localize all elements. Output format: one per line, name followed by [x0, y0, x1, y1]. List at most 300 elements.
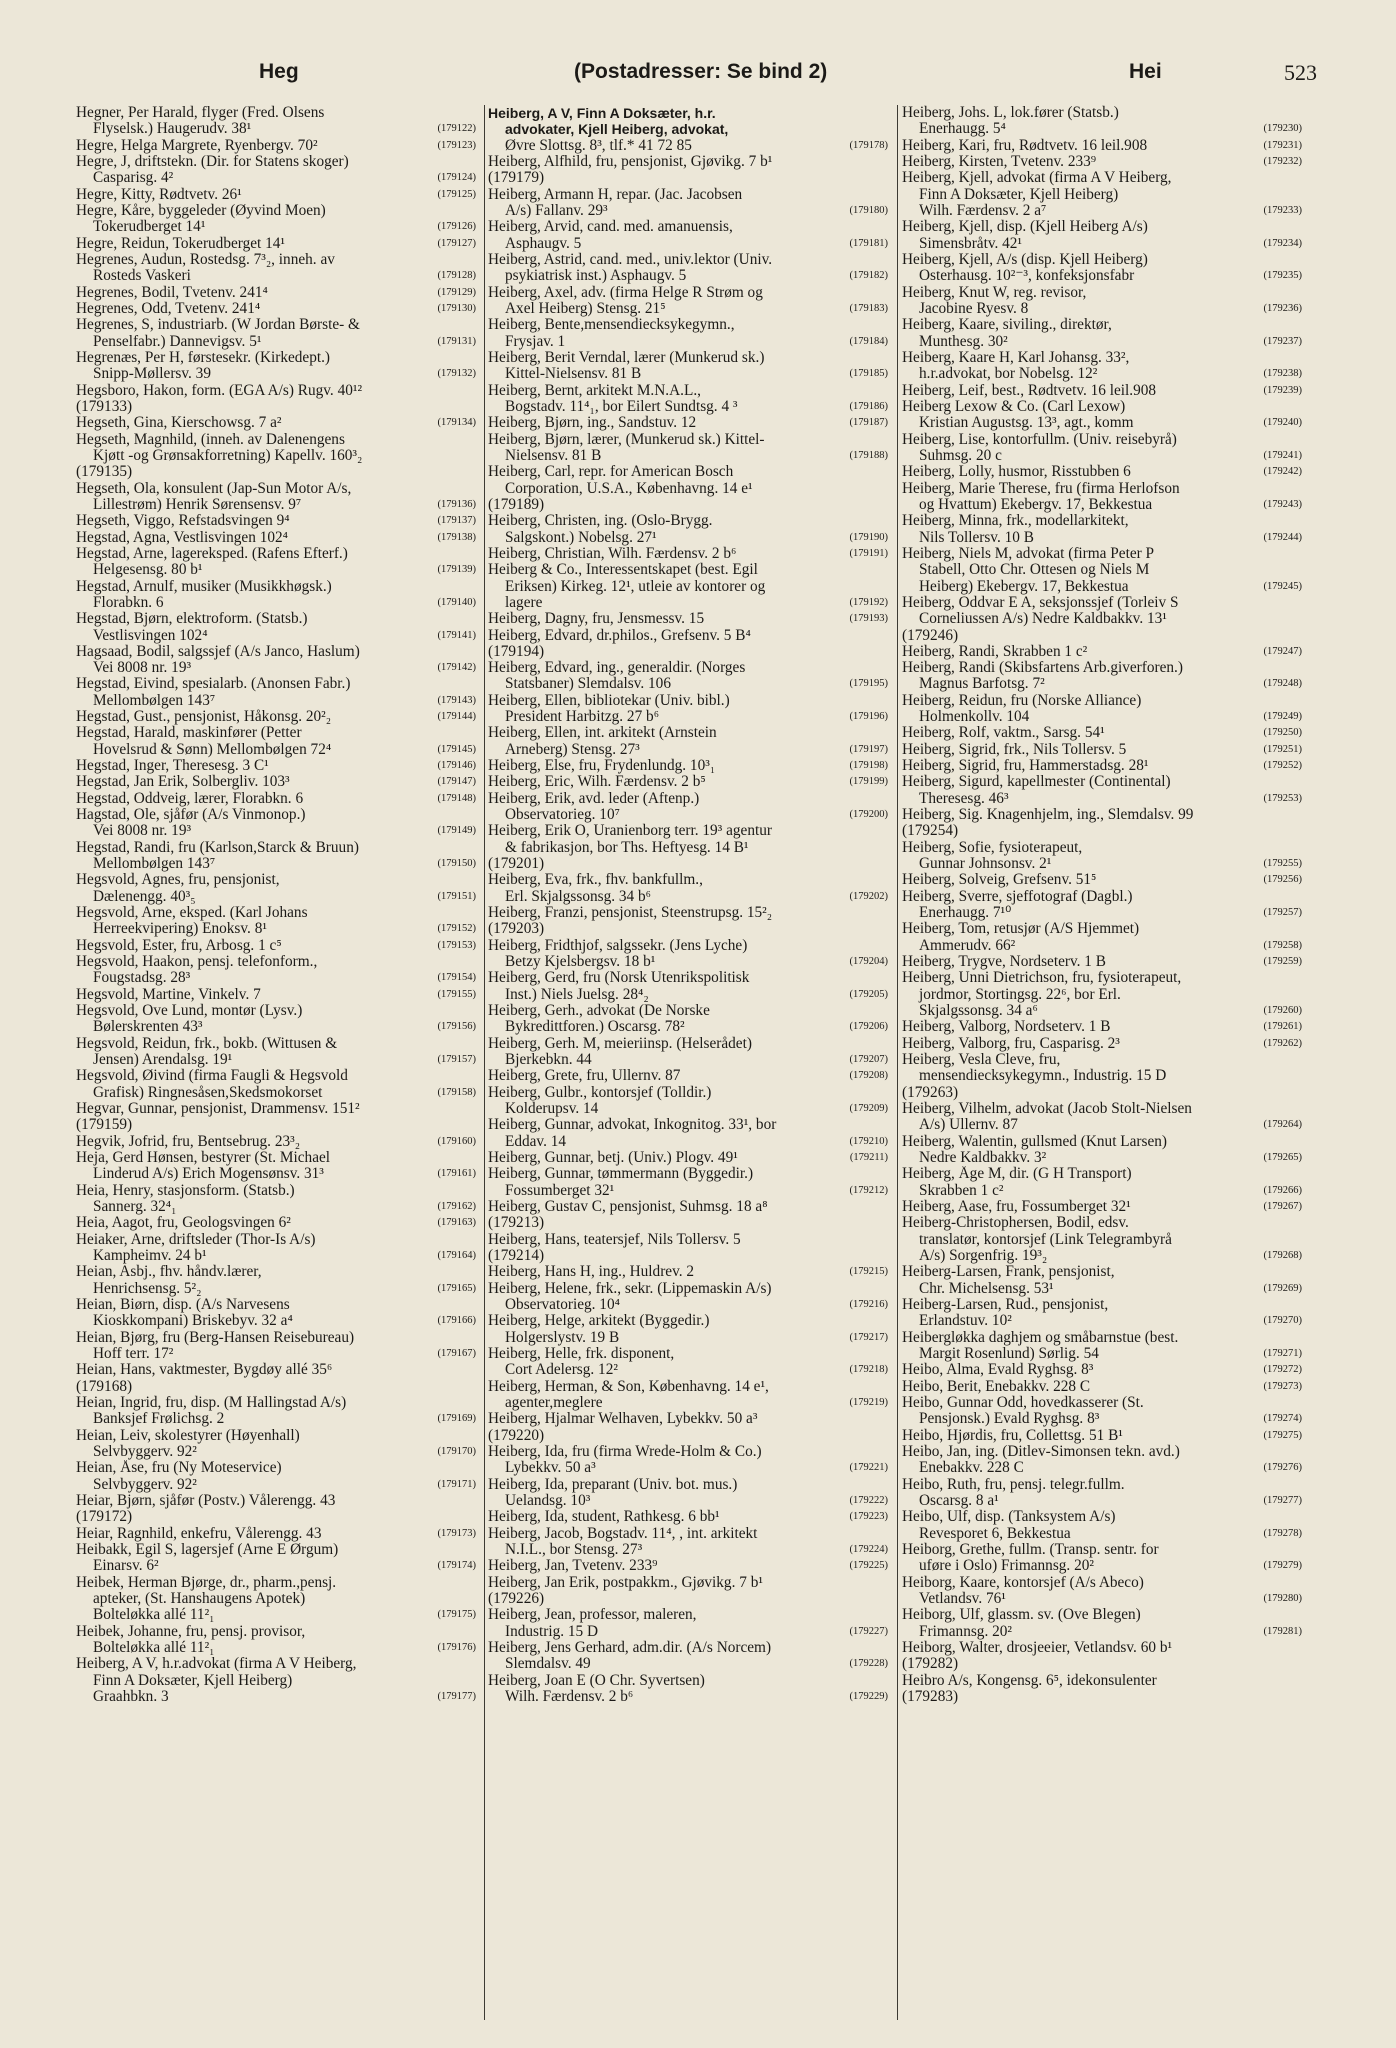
directory-entry-line [76, 921, 480, 937]
directory-entry-line [76, 856, 480, 872]
directory-entry-line [488, 1264, 892, 1280]
entry-number: (179244) [1263, 531, 1302, 543]
entry-text: Heiberg, Eva, frk., fhv. bankfullm., [488, 872, 703, 889]
entry-text: Fossumberget 32¹ [505, 1182, 615, 1199]
entry-text: Bølerskrenten 43³ [93, 1019, 203, 1036]
entry-text: Heiberg-Christophersen, Bodil, edsv. [902, 1215, 1129, 1232]
directory-entry-line [902, 1411, 1306, 1427]
entry-text: Skrabben 1 c² [919, 1182, 1004, 1199]
directory-entry-line [902, 1297, 1306, 1313]
entry-text: Observatorieg. 10⁴ [505, 1296, 620, 1313]
entry-text: (179213) [488, 1215, 545, 1232]
entry-number: (179176) [437, 1641, 476, 1653]
entry-text: Hegstad, Oddveig, lærer, Florabkn. 6 [76, 790, 304, 807]
entry-number: (179269) [1263, 1282, 1302, 1294]
entry-text: Hegsvold, Martine, Vinkelv. 7 [76, 986, 261, 1003]
directory-entry-line [902, 1281, 1306, 1297]
entry-number: (179281) [1263, 1625, 1302, 1637]
entry-number: (179266) [1263, 1184, 1302, 1196]
directory-entry-line [76, 579, 480, 595]
directory-entry-line [488, 693, 892, 709]
directory-entry-line [902, 987, 1306, 1003]
directory-entry-line [488, 1689, 892, 1705]
entry-text: Heiberg, Ida, student, Rathkesg. 6 bb¹ [488, 1509, 720, 1526]
entry-text: Rosteds Vaskeri [93, 268, 191, 285]
entry-text: Heiberg, Randi (Skibsfartens Arb.giverforen.) [902, 660, 1183, 677]
entry-text: Banksjef Frølichsg. 2 [93, 1411, 225, 1428]
entry-text: Heian, Asbj., fhv. håndv.lærer, [76, 1264, 262, 1281]
directory-entry-line [902, 530, 1306, 546]
entry-text: Sannerg. 32⁴₁ [93, 1198, 177, 1215]
entry-number: (179166) [437, 1315, 476, 1327]
entry-number: (179174) [437, 1560, 476, 1572]
directory-entry-line [902, 921, 1306, 937]
entry-number: (179237) [1263, 335, 1302, 347]
directory-entry-line [488, 709, 892, 725]
directory-entry-line [488, 513, 892, 529]
entry-number: (179145) [437, 743, 476, 755]
entry-number: (179275) [1263, 1429, 1302, 1441]
directory-entry-line [488, 856, 892, 872]
entry-text: Enerhaugg. 5⁴ [919, 121, 1006, 138]
directory-entry-line [902, 1362, 1306, 1378]
entry-text: Heiaker, Arne, driftsleder (Thor-Is A/s) [76, 1231, 316, 1248]
entry-text: Eriksen) Kirkeg. 12¹, utleie av kontorer og [505, 578, 766, 595]
entry-text: (179220) [488, 1427, 545, 1444]
entry-number: (179234) [1263, 237, 1302, 249]
directory-entry-line [76, 366, 480, 382]
directory-entry-line [76, 1428, 480, 1444]
entry-text: Heiberg, Kjell, advokat (firma A V Heiberg, [902, 170, 1172, 187]
entry-text: Heiborg, Kaare, kontorsjef (A/s Abeco) [902, 1574, 1144, 1591]
column-divider [897, 105, 898, 2020]
directory-entry-line [76, 187, 480, 203]
entry-number: (179185) [849, 368, 888, 380]
directory-entry-line [488, 415, 892, 431]
column-1 [76, 105, 480, 2020]
entry-text: Salgskont.) Nobelsg. 27¹ [505, 529, 657, 546]
entry-text: Eddav. 14 [505, 1133, 567, 1150]
entry-text: Inst.) Niels Juelsg. 28⁴₂ [505, 986, 649, 1003]
entry-text: Heiberg, Sigrid, fru, Hammerstadsg. 28¹ [902, 758, 1149, 775]
page-number: 523 [1284, 60, 1317, 85]
directory-entry-line [76, 987, 480, 1003]
entry-text: Finn A Doksæter, Kjell Heiberg) [919, 186, 1119, 203]
directory-entry-line [488, 366, 892, 382]
entry-text: Heiberg, Gerh. M, meieriinsp. (Helserådet) [488, 1035, 752, 1052]
entry-text: Heiar, Ragnhild, enkefru, Vålerengg. 43 [76, 1525, 322, 1542]
entry-text: Heibakk, Egil S, lagersjef (Arne E Ørgum) [76, 1541, 339, 1558]
entry-number: (179270) [1263, 1315, 1302, 1327]
entry-text: Heiberg, Ida, fru (firma Wrede-Holm & Co.) [488, 1443, 762, 1460]
directory-entry-line [488, 1183, 892, 1199]
entry-text: Heiberg, Kari, fru, Rødtvetv. 16 leil.908 [902, 137, 1148, 154]
directory-entry-line [902, 1493, 1306, 1509]
directory-entry-line [76, 236, 480, 252]
entry-number: (179241) [1263, 449, 1302, 461]
entry-text: (179194) [488, 643, 545, 660]
entry-text: Heiberg, Bjørn, ing., Sandstuv. 12 [488, 415, 697, 432]
directory-entry-line [76, 399, 480, 415]
entry-number: (179192) [849, 596, 888, 608]
entry-text: Heiberg, Bernt, arkitekt M.N.A.L., [488, 382, 701, 399]
entry-text: Hegre, Helga Margrete, Ryenbergv. 70² [76, 137, 318, 154]
entry-text: Heiberg, Ellen, bibliotekar (Univ. bibl.) [488, 692, 730, 709]
directory-entry-line [902, 1673, 1306, 1689]
entry-text: Hegstad, Agna, Vestlisvingen 102⁴ [76, 529, 288, 546]
entry-number: (179274) [1263, 1413, 1302, 1425]
entry-text: Jensen) Arendalsg. 19¹ [93, 1052, 233, 1069]
directory-entry-line [76, 1036, 480, 1052]
entry-text: Heiberg, Randi, Skrabben 1 c² [902, 643, 1088, 660]
entry-number: (179216) [849, 1298, 888, 1310]
directory-entry-line [902, 1428, 1306, 1444]
directory-entry-line [76, 546, 480, 562]
directory-entry-line [488, 1624, 892, 1640]
directory-entry-line [902, 1183, 1306, 1199]
entry-number: (179231) [1263, 139, 1302, 151]
entry-text: agenter,meglere [505, 1394, 603, 1411]
entry-text: Osterhausg. 10²⁻³, konfeksjonsfabr [919, 268, 1135, 285]
directory-entry-line [76, 1313, 480, 1329]
entry-text: Heiberg, Helle, frk. disponent, [488, 1345, 675, 1362]
entry-text: A/s) Ullernv. 87 [919, 1117, 1018, 1134]
directory-entry-line [76, 1346, 480, 1362]
entry-text: Frimannsg. 20² [919, 1623, 1012, 1640]
entry-text: (179179) [488, 170, 545, 187]
entry-number: (179233) [1263, 204, 1302, 216]
entry-number: (179181) [849, 237, 888, 249]
entry-number: (179219) [849, 1396, 888, 1408]
directory-entry-line [76, 676, 480, 692]
entry-number: (179193) [849, 613, 888, 625]
entry-text: Heiberg, Johs. L, lok.fører (Statsb.) [902, 105, 1119, 121]
entry-text: Heiberg, Kjell, disp. (Kjell Heiberg A/s) [902, 219, 1148, 236]
entry-text: Heiberg, A V, h.r.advokat (firma A V Heiberg, [76, 1656, 357, 1673]
directory-entry-line [76, 285, 480, 301]
directory-entry-line [902, 562, 1306, 578]
entry-number: (179207) [849, 1054, 888, 1066]
directory-entry-line [902, 1395, 1306, 1411]
entry-number: (179218) [849, 1364, 888, 1376]
entry-number: (179198) [849, 760, 888, 772]
entry-text: Heiberg, Fridthjof, salgssekr. (Jens Lyche) [488, 937, 748, 954]
entry-text: Hegsvold, Arne, eksped. (Karl Johans [76, 905, 308, 922]
directory-entry-line [902, 693, 1306, 709]
directory-entry-line [76, 154, 480, 170]
directory-entry-line [902, 889, 1306, 905]
entry-text: Stabell, Otto Chr. Ottesen og Niels M [919, 562, 1150, 579]
directory-entry-line [902, 1134, 1306, 1150]
directory-entry-line [488, 1444, 892, 1460]
directory-entry-line [902, 970, 1306, 986]
entry-text: Hegseth, Gina, Kierschowsg. 7 a² [76, 415, 282, 432]
entry-number: (179142) [437, 662, 476, 674]
directory-entry-line [902, 628, 1306, 644]
entry-text: Heiberg, Armann H, repar. (Jac. Jacobsen [488, 186, 743, 203]
entry-text: Erl. Skjalgssonsg. 34 b⁶ [505, 888, 651, 905]
entry-text: (179246) [902, 627, 959, 644]
entry-text: Selvbyggerv. 92² [93, 1476, 197, 1493]
entry-text: Arneberg) Stensg. 27³ [505, 741, 640, 758]
entry-number: (179223) [849, 1511, 888, 1523]
directory-entry-line [76, 725, 480, 741]
entry-text: Industrig. 15 D [505, 1623, 599, 1640]
directory-entry-line [76, 1640, 480, 1656]
entry-text: mensendiecksykegymn., Industrig. 15 D [919, 1068, 1167, 1085]
directory-entry-line [76, 1656, 480, 1672]
entry-text: (179282) [902, 1656, 959, 1673]
directory-entry-line [76, 1117, 480, 1133]
entry-number: (179123) [437, 139, 476, 151]
directory-entry-line [488, 1526, 892, 1542]
entry-text: Hegseth, Ola, konsulent (Jap-Sun Motor A/s, [76, 480, 352, 497]
entry-number: (179228) [849, 1658, 888, 1670]
directory-entry-line [902, 774, 1306, 790]
directory-entry-line [76, 840, 480, 856]
entry-text: Holgerslystv. 19 B [505, 1329, 620, 1346]
entry-text: Linderud A/s) Erich Mogensønsv. 31³ [93, 1166, 324, 1183]
directory-entry-line [488, 1411, 892, 1427]
entry-text: Heiberg, Leif, best., Rødtvetv. 16 leil.908 [902, 382, 1157, 399]
entry-text: Heiberg) Ekebergv. 17, Bekkestua [919, 578, 1129, 595]
directory-entry-line [488, 954, 892, 970]
directory-entry-line [902, 1444, 1306, 1460]
directory-entry-line [488, 742, 892, 758]
entry-text: Heiberg, Ida, preparant (Univ. bot. mus.) [488, 1476, 738, 1493]
directory-entry-line [902, 611, 1306, 627]
entry-number: (179272) [1263, 1364, 1302, 1376]
entry-text: Mellombølgen 143⁷ [93, 692, 216, 709]
entry-number: (179240) [1263, 417, 1302, 429]
entry-text: Suhmsg. 20 c [919, 447, 1002, 464]
directory-entry-line [76, 1003, 480, 1019]
entry-text: Hegre, Reidun, Tokerudberget 14¹ [76, 235, 285, 252]
directory-entry-line [488, 432, 892, 448]
entry-number: (179139) [437, 564, 476, 576]
entry-number: (179190) [849, 531, 888, 543]
entry-number: (179229) [849, 1690, 888, 1702]
directory-entry-line [902, 1591, 1306, 1607]
entry-number: (179267) [1263, 1200, 1302, 1212]
entry-text: A/s) Sorgenfrig. 19³₂ [919, 1247, 1048, 1264]
entry-text: Bogstadv. 11⁴₁, bor Eilert Sundtsg. 4 ³ [505, 398, 738, 415]
directory-entry-line [488, 546, 892, 562]
directory-entry-line [902, 905, 1306, 921]
directory-entry-line [76, 530, 480, 546]
directory-entry-line [902, 170, 1306, 186]
directory-entry-line [902, 1117, 1306, 1133]
entry-text: Heiberg, Axel, adv. (firma Helge R Strøm og [488, 284, 763, 301]
entry-number: (179196) [849, 711, 888, 723]
directory-entry-line [902, 105, 1306, 121]
directory-entry-line [488, 334, 892, 350]
entry-text: advokater, Kjell Heiberg, advokat, [505, 121, 729, 138]
entry-text: Kioskkompani) Briskebyv. 32 a⁴ [93, 1313, 293, 1330]
directory-entry-line [76, 513, 480, 529]
directory-entry-line [488, 203, 892, 219]
entry-text: Casparisg. 4² [93, 170, 174, 187]
entry-text: Heiberg, Bjørn, lærer, (Munkerud sk.) Kittel- [488, 431, 765, 448]
entry-text: Hegseth, Magnhild, (inneh. av Dalenengens [76, 431, 345, 448]
entry-text: Statsbaner) Slemdalsv. 106 [505, 676, 671, 693]
entry-text: Heiberg, Tom, retusjør (A/S Hjemmet) [902, 921, 1140, 938]
entry-text: Finn A Doksæter, Kjell Heiberg) [93, 1672, 293, 1689]
directory-entry-line [76, 1166, 480, 1182]
directory-entry-line [488, 1362, 892, 1378]
entry-number: (179210) [849, 1135, 888, 1147]
entry-number: (179134) [437, 417, 476, 429]
entry-text: Heibo, Alma, Evald Ryghsg. 8³ [902, 1362, 1094, 1379]
entry-text: Heiberg, Grete, fru, Ullernv. 87 [488, 1068, 681, 1085]
entry-number: (179230) [1263, 123, 1302, 135]
entry-text: Heiberg, Gustav C, pensjonist, Suhmsg. 18 a⁸ [488, 1198, 768, 1215]
entry-text: Vei 8008 nr. 19³ [93, 660, 192, 677]
directory-entry-line [488, 301, 892, 317]
entry-text: Hegstad, Gust., pensjonist, Håkonsg. 20²₂ [76, 709, 332, 726]
entry-number: (179276) [1263, 1462, 1302, 1474]
directory-entry-line [488, 1150, 892, 1166]
directory-entry-line [76, 791, 480, 807]
entry-text: Heia, Henry, stasjonsform. (Statsb.) [76, 1182, 295, 1199]
entry-number: (179202) [849, 890, 888, 902]
entry-number: (179248) [1263, 678, 1302, 690]
directory-entry-line [902, 1558, 1306, 1574]
entry-text: Heja, Gerd Hønsen, bestyrer (St. Michael [76, 1150, 331, 1166]
entry-text: Holmenkollv. 104 [919, 709, 1030, 726]
directory-entry-line [488, 1460, 892, 1476]
directory-entry-line [902, 1264, 1306, 1280]
directory-entry-line [488, 481, 892, 497]
entry-number: (179157) [437, 1054, 476, 1066]
entry-number: (179225) [849, 1560, 888, 1572]
directory-entry-line [76, 1607, 480, 1623]
directory-entry-line [76, 1052, 480, 1068]
directory-entry-line [488, 1558, 892, 1574]
entry-number: (179273) [1263, 1380, 1302, 1392]
directory-entry-line [488, 383, 892, 399]
directory-entry-line [488, 840, 892, 856]
entry-text: Heiberg, Knut W, reg. revisor, [902, 284, 1087, 301]
directory-entry-line [76, 1493, 480, 1509]
directory-entry-line [76, 350, 480, 366]
directory-entry-line [76, 1673, 480, 1689]
entry-text: Herreekvipering) Enoksv. 8¹ [93, 921, 267, 938]
entry-text: Heiberg, Niels M, advokat (firma Peter P [902, 545, 1155, 562]
directory-entry-line [902, 1460, 1306, 1476]
directory-entry-line [488, 1542, 892, 1558]
entry-text: Heiberg, Kaare H, Karl Johansg. 33², [902, 349, 1130, 366]
entry-text: Wilh. Færdensv. 2 a⁷ [919, 202, 1047, 219]
directory-entry-line [76, 1101, 480, 1117]
directory-entry-line [76, 1379, 480, 1395]
directory-entry-line [76, 807, 480, 823]
entry-text: (179254) [902, 823, 959, 840]
entry-text: Heibo, Ruth, fru, pensj. telegr.fullm. [902, 1476, 1125, 1493]
directory-entry-line [902, 1248, 1306, 1264]
directory-entry-line [488, 1068, 892, 1084]
directory-entry-line [902, 660, 1306, 676]
entry-text: Heibro A/s, Kongensg. 6⁵, idekonsulenter [902, 1672, 1157, 1689]
directory-entry-line [902, 840, 1306, 856]
directory-entry-line [902, 121, 1306, 137]
entry-text: Heiberg, Hans, teatersjef, Nils Tollersv. 5 [488, 1231, 741, 1248]
entry-text: Munthesg. 30² [919, 333, 1008, 350]
entry-number: (179144) [437, 711, 476, 723]
directory-entry-line [902, 807, 1306, 823]
entry-text: apteker, (St. Hanshaugens Apotek) [93, 1590, 306, 1607]
entry-text: Heiberg, Vilhelm, advokat (Jacob Stolt-Nielsen [902, 1101, 1192, 1118]
entry-text: Gunnar Johnsonsv. 2¹ [919, 856, 1052, 873]
directory-entry-line [902, 1379, 1306, 1395]
entry-text: Axel Heiberg) Stensg. 21⁵ [505, 300, 666, 317]
entry-number: (179163) [437, 1217, 476, 1229]
directory-entry-line [902, 595, 1306, 611]
entry-text: Heiberg, Gerd, fru (Norsk Utenrikspolitisk [488, 970, 750, 987]
entry-text: Cort Adelersg. 12² [505, 1362, 618, 1379]
entry-text: Hegsvold, Reidun, frk., bokb. (Wittusen & [76, 1035, 338, 1052]
directory-entry-line [76, 1526, 480, 1542]
entry-text: Hegner, Per Harald, flyger (Fred. Olsens [76, 105, 325, 121]
entry-number: (179167) [437, 1347, 476, 1359]
entry-text: (179172) [76, 1509, 133, 1526]
entry-number: (179227) [849, 1625, 888, 1637]
directory-entry-line [76, 301, 480, 317]
entry-number: (179195) [849, 678, 888, 690]
entry-number: (179129) [437, 286, 476, 298]
entry-number: (179182) [849, 270, 888, 282]
directory-entry-line [902, 856, 1306, 872]
entry-text: Heibergløkka daghjem og småbarnstue (best. [902, 1329, 1179, 1346]
entry-text: Heiberg, Erik O, Uranienborg terr. 19³ agentur [488, 823, 772, 840]
directory-entry-line [902, 1607, 1306, 1623]
entry-text: Margit Rosenlund) Sørlig. 54 [919, 1345, 1099, 1362]
directory-entry-line [902, 383, 1306, 399]
entry-text: Heiborg, Walter, drosjeeier, Vetlandsv. 60 b¹ [902, 1639, 1173, 1656]
directory-entry-line [902, 1215, 1306, 1231]
entry-text: Chr. Michelsensg. 53¹ [919, 1280, 1054, 1297]
entry-number: (179243) [1263, 498, 1302, 510]
entry-text: Vestlisvingen 102⁴ [93, 627, 208, 644]
entry-number: (179265) [1263, 1152, 1302, 1163]
entry-text: Kampheimv. 24 b¹ [93, 1247, 207, 1264]
directory-entry-line [488, 676, 892, 692]
directory-entry-line [76, 317, 480, 333]
directory-entry-line [488, 317, 892, 333]
entry-text: Graahbkn. 3 [93, 1688, 169, 1705]
directory-entry-line [488, 644, 892, 660]
entry-text: Hegstad, Bjørn, elektroform. (Statsb.) [76, 611, 308, 628]
entry-number: (179169) [437, 1413, 476, 1425]
entry-text: Heiberg, Jean, professor, maleren, [488, 1607, 697, 1624]
directory-entry-line [488, 1199, 892, 1215]
entry-number: (179170) [437, 1445, 476, 1457]
entry-text: Heiberg, Kaare, siviling., direktør, [902, 317, 1112, 334]
entry-number: (179200) [849, 809, 888, 821]
entry-number: (179149) [437, 825, 476, 837]
directory-entry-line [76, 121, 480, 137]
entry-number: (179126) [437, 221, 476, 233]
entry-text: Hegsvold, Ester, fru, Arbosg. 1 c⁵ [76, 937, 282, 954]
header-center-note: (Postadresser: Se bind 2) [574, 60, 828, 83]
directory-entry-line [76, 334, 480, 350]
header-right-guide-word: Hei [1129, 60, 1162, 83]
directory-entry-line [488, 660, 892, 676]
entry-text: Vei 8008 nr. 19³ [93, 823, 192, 840]
directory-entry-line [902, 1526, 1306, 1542]
directory-entry-line [76, 1575, 480, 1591]
directory-entry-line [76, 1215, 480, 1231]
